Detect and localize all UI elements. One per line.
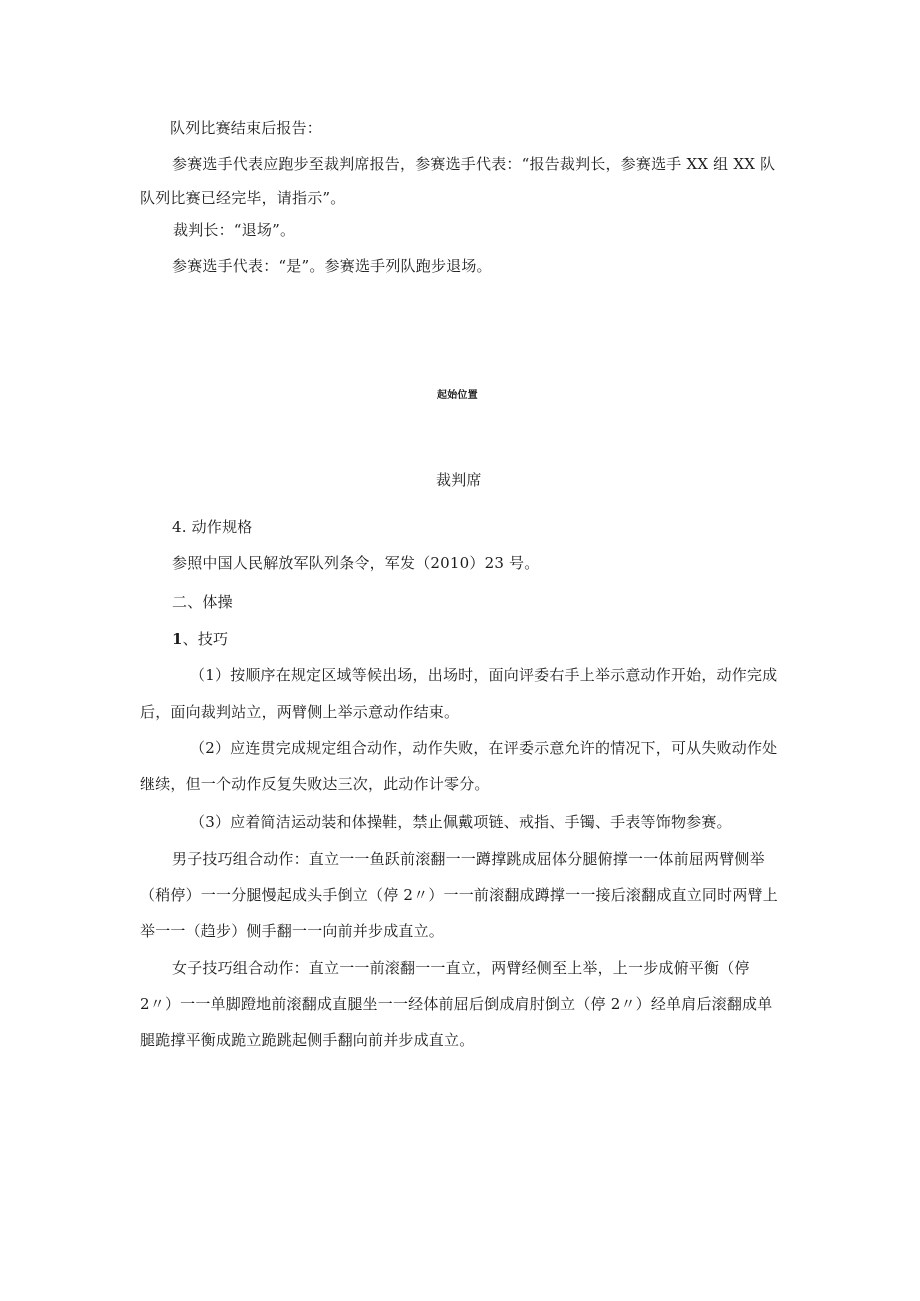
spec-heading: 4. 动作规格 <box>172 518 253 536</box>
women-routine-line-1: 女子技巧组合动作：直立一一前滚翻一一直立，两臂经侧至上举，上一步成俯平衡（停 <box>172 959 750 977</box>
skills-title: 、技巧 <box>182 630 229 648</box>
rule-1-line-1: （1）按顺序在规定区域等候出场，出场时，面向评委右手上举示意动作开始，动作完成 <box>190 666 778 684</box>
rule-2-line-1: （2）应连贯完成规定组合动作，动作失败，在评委示意允许的情况下，可从失败动作处 <box>190 739 778 757</box>
men-routine-line-2: （稍停）一一分腿慢起成头手倒立（停 2〃）一一前滚翻成蹲撑一一接后滚翻成直立同时两臂上 <box>140 886 778 904</box>
judge-command: 裁判长：“退场”。 <box>173 221 296 239</box>
rule-2-line-2: 继续，但一个动作反复失败达三次，此动作计零分。 <box>140 775 490 793</box>
report-heading: 队列比赛结束后报告： <box>170 119 323 137</box>
report-paragraph-line-1: 参赛选手代表应跑步至裁判席报告，参赛选手代表：“报告裁判长，参赛选手 XX 组 XX 队 <box>172 155 776 173</box>
gymnastics-heading: 二、体操 <box>172 593 233 611</box>
rule-3: （3）应着简洁运动装和体操鞋，禁止佩戴项链、戒指、手镯、手表等饰物参赛。 <box>190 813 732 831</box>
representative-reply: 参赛选手代表：“是”。参赛选手列队跑步退场。 <box>172 257 492 275</box>
skills-number: 1 <box>172 630 183 648</box>
start-position-label: 起始位置 <box>437 390 478 401</box>
women-routine-line-3: 腿跪撑平衡成跪立跪跳起侧手翻向前并步成直立。 <box>140 1031 475 1049</box>
men-routine-line-1: 男子技巧组合动作：直立一一鱼跃前滚翻一一蹲撑跳成屈体分腿俯撑一一体前屈两臂侧举 <box>172 850 765 868</box>
judge-table-label: 裁判席 <box>436 471 482 489</box>
women-routine-line-2: 2〃）一一单脚蹬地前滚翻成直腿坐一一经体前屈后倒成肩肘倒立（停 2〃）经单肩后滚翻成单 <box>140 995 773 1013</box>
skills-subheading <box>172 629 228 649</box>
spec-text: 参照中国人民解放军队列条令，军发（2010）23 号。 <box>172 554 540 572</box>
men-routine-line-3: 举一一（趋步）侧手翻一一向前并步成直立。 <box>140 922 445 940</box>
rule-1-line-2: 后，面向裁判站立，两臂侧上举示意动作结束。 <box>140 703 460 721</box>
report-paragraph-line-2: 队列比赛已经完毕，请指示”。 <box>140 189 346 207</box>
